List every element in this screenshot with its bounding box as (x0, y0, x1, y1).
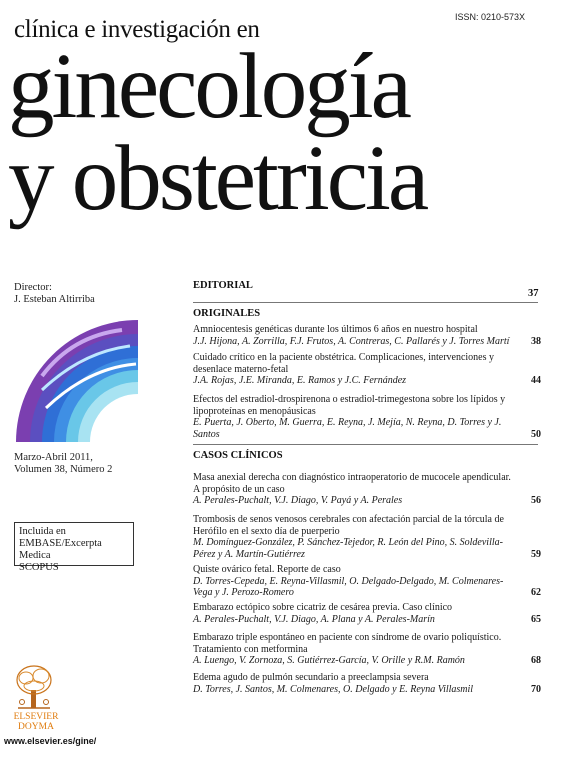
director-name: J. Esteban Altirriba (14, 294, 95, 305)
article-title: Masa anexial derecha con diagnóstico intraoperatorio de mucocele apendicular. A propósito de un caso (193, 472, 511, 495)
article-title: Embarazo triple espontáneo en paciente con síndrome de ovario poliquístico. Tratamiento con metformina (193, 632, 502, 655)
article-authors: E. Puerta, J. Oberto, M. Guerra, E. Reyna, J. Mejía, N. Reyna, D. Torres y J. Santos (193, 417, 502, 440)
toc-entry[interactable] (193, 602, 543, 625)
article-title: Quiste ovárico fetal. Reporte de caso (193, 564, 341, 575)
indexing-line: Incluida en (19, 526, 66, 537)
section-originales: ORIGINALES (193, 308, 261, 319)
toc-entry[interactable] (193, 324, 543, 347)
page-number: 68 (531, 655, 541, 666)
page-number: 37 (528, 288, 539, 299)
article-authors: M. Domínguez-González, P. Sánchez-Tejedor, R. León del Pino, S. Soldevilla-Pérez y A. Martín-Gutiérrez (193, 537, 503, 560)
page-number: 70 (531, 683, 541, 695)
article-title: Efectos del estradiol-drospirenona o estradiol-trimegestona sobre los lípidos y lipoproteínas en menopáusicas (193, 394, 506, 417)
journal-title-line1: ginecología (8, 35, 409, 138)
indexing-box (14, 522, 134, 573)
toc-entry[interactable] (193, 564, 543, 599)
publisher-name: ELSEVIER (13, 712, 59, 722)
toc-entry[interactable] (193, 514, 543, 560)
toc-entry[interactable] (193, 352, 543, 387)
page-number: 44 (531, 375, 541, 386)
article-authors: D. Torres, J. Santos, M. Colmenares, O. Delgado y E. Reyna Villasmil (193, 683, 474, 695)
article-title: Cuidado crítico en la paciente obstétrica. Complicaciones, intervenciones y desenlace materno-fetal (193, 352, 495, 375)
indexing-line: SCOPUS (19, 562, 59, 573)
toc-entry[interactable] (193, 472, 543, 507)
page-number: 62 (531, 587, 541, 598)
page-number: 56 (531, 495, 541, 506)
issue-volume: Volumen 38, Número 2 (14, 464, 113, 475)
publisher-imprint: DOYMA (18, 722, 54, 732)
article-title: Amniocentesis genéticas durante los últimos 6 años en nuestro hospital (193, 324, 478, 335)
journal-title-line2: y obstetricia (8, 127, 427, 230)
article-title: Trombosis de senos venosos cerebrales con afectación parcial de la tórcula de Herófilo en el sexto día de puerperio (193, 514, 504, 537)
article-authors: J.J. Hijona, A. Zorrilla, F.J. Frutos, A. Contreras, C. Pallarés y J. Torres Martí (193, 335, 510, 347)
article-authors: D. Torres-Cepeda, E. Reyna-Villasmil, O. Delgado-Delgado, M. Colmenares-Vega y J. Perozo-Romero (193, 575, 504, 598)
toc-entry[interactable] (193, 632, 543, 667)
elsevier-tree-icon (14, 664, 54, 710)
indexing-line: EMBASE/Excerpta Medica (19, 538, 102, 561)
journal-logo-icon (12, 316, 138, 442)
journal-supertitle: clínica e investigación en (14, 16, 260, 43)
article-authors: A. Luengo, V. Zornoza, S. Gutiérrez-García, V. Orille y R.M. Ramón (193, 655, 465, 666)
page-number: 59 (531, 548, 541, 560)
section-editorial: EDITORIAL (193, 280, 253, 291)
page-number: 65 (531, 613, 541, 625)
issue-date: Marzo-Abril 2011, (14, 452, 93, 463)
page-number: 50 (531, 428, 541, 440)
toc-entry[interactable] (193, 394, 543, 440)
publisher-logo (6, 712, 66, 732)
director-label: Director: (14, 282, 52, 293)
journal-url[interactable]: www.elsevier.es/gine/ (4, 736, 97, 746)
toc-entry[interactable] (193, 672, 543, 695)
divider (193, 444, 538, 445)
article-title: Edema agudo de pulmón secundario a preeclampsia severa (193, 672, 429, 683)
article-authors: J.A. Rojas, J.E. Miranda, E. Ramos y J.C. Fernández (193, 375, 407, 386)
divider (193, 302, 538, 303)
article-authors: A. Perales-Puchalt, V.J. Diago, A. Plana y A. Perales-Marín (193, 613, 435, 625)
issn: ISSN: 0210-573X (455, 12, 526, 22)
page-number: 38 (531, 335, 541, 347)
section-casos-clinicos: CASOS CLÍNICOS (193, 450, 283, 461)
article-title: Embarazo ectópico sobre cicatriz de cesárea previa. Caso clínico (193, 602, 453, 613)
article-authors: A. Perales-Puchalt, V.J. Diago, V. Payá y A. Perales (193, 495, 403, 506)
